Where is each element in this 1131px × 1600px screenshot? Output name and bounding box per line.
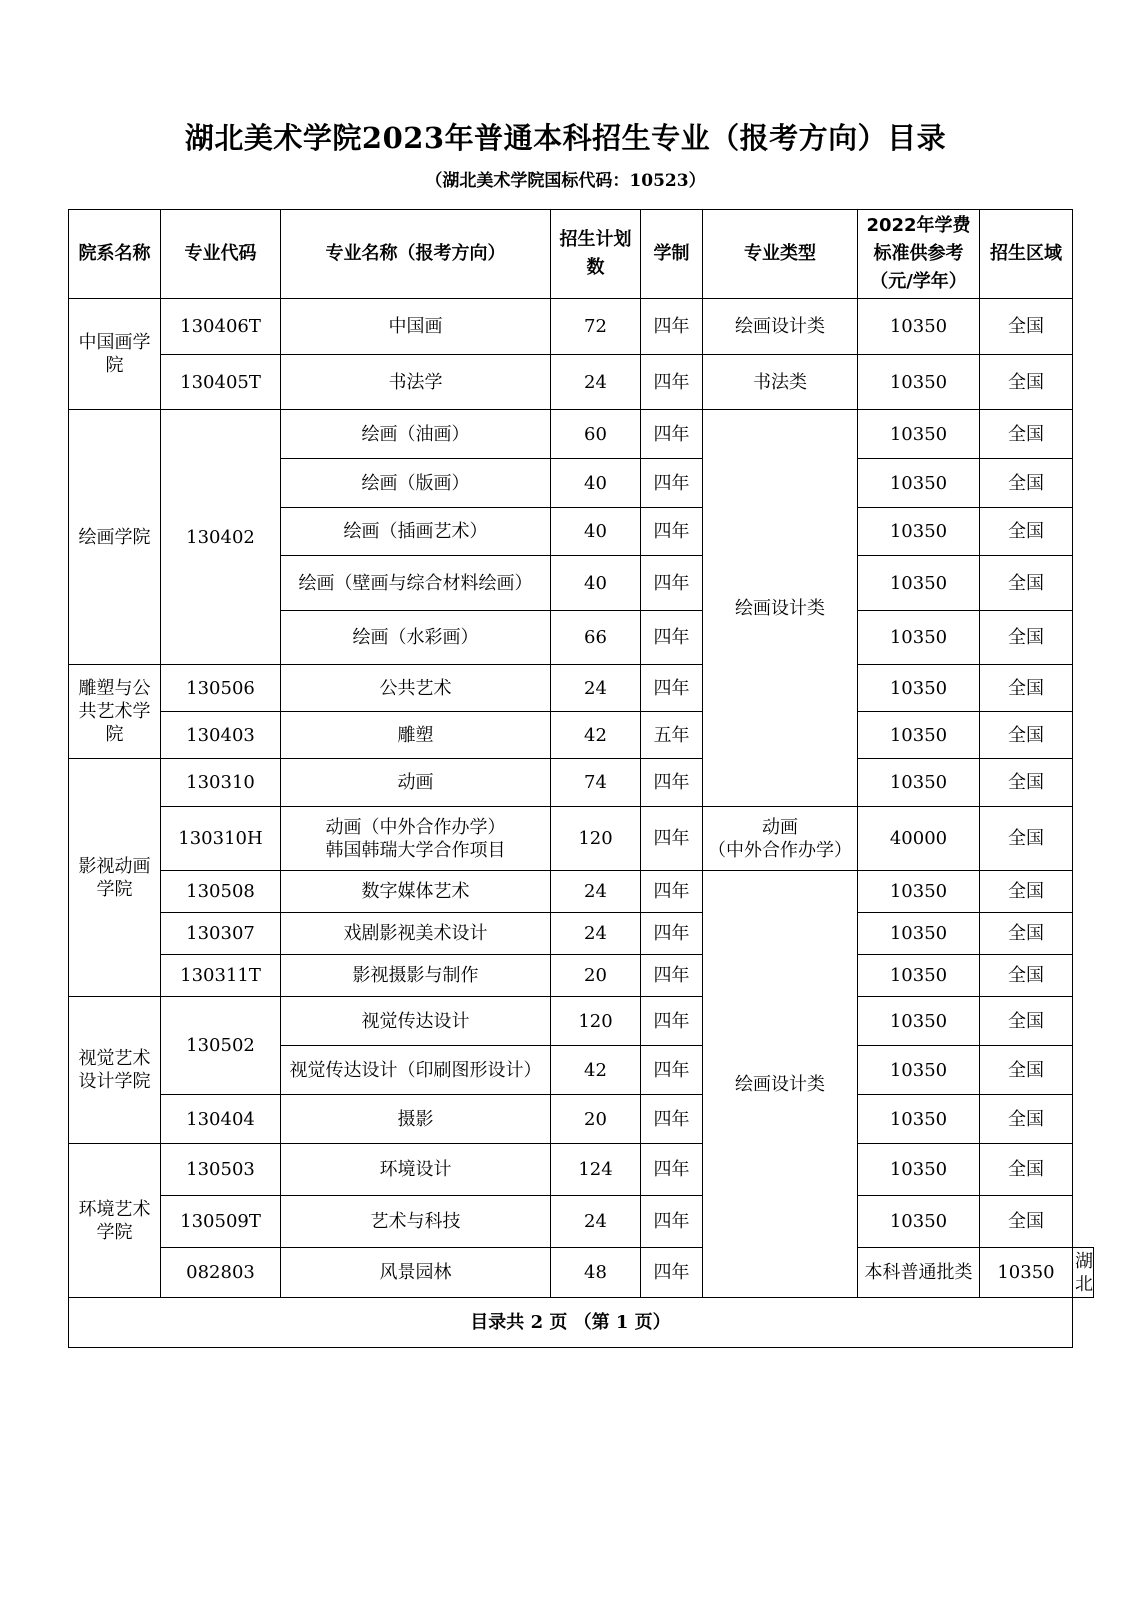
plan-cell: 48 [551,1248,641,1298]
major-name-cell: 绘画（插画艺术） [281,508,551,556]
fee-cell: 10350 [858,459,980,508]
table-row [69,913,1094,955]
header-dept: 院系名称 [69,210,161,299]
major-name-cell: 动画 [281,759,551,807]
type-line2: （中外合作办学） [708,839,852,861]
major-name-cell: 绘画（版画） [281,459,551,508]
code-cell: 130404 [161,1095,281,1144]
region-cell: 全国 [980,355,1073,410]
major-name-cell: 视觉传达设计（印刷图形设计） [281,1046,551,1095]
years-cell: 四年 [641,913,703,955]
major-name-cell: 视觉传达设计 [281,997,551,1046]
plan-cell: 24 [551,355,641,410]
years-cell: 四年 [641,997,703,1046]
years-cell: 四年 [641,871,703,913]
code-cell: 130406T [161,299,281,355]
fee-cell: 10350 [858,299,980,355]
code-cell: 082803 [161,1248,281,1298]
table-row [69,299,1094,355]
region-cell: 全国 [980,459,1073,508]
region-cell: 全国 [980,712,1073,759]
header-fee: 2022年学费标准供参考（元/学年） [858,210,980,299]
region-cell: 全国 [980,759,1073,807]
table-row [69,955,1094,997]
major-name-cell: 风景园林 [281,1248,551,1298]
years-cell: 四年 [641,759,703,807]
code-cell: 130307 [161,913,281,955]
table-row [69,665,1094,712]
plan-cell: 24 [551,913,641,955]
region-cell: 全国 [980,913,1073,955]
header-plan: 招生计划数 [551,210,641,299]
fee-cell: 10350 [858,611,980,665]
region-cell: 全国 [980,1144,1073,1196]
plan-cell: 24 [551,665,641,712]
years-cell: 四年 [641,508,703,556]
code-cell: 130405T [161,355,281,410]
plan-cell: 24 [551,1196,641,1248]
header-years: 学制 [641,210,703,299]
catalog-table [68,209,1094,1348]
table-row [69,712,1094,759]
region-cell: 湖北 [1073,1248,1094,1298]
region-cell: 全国 [980,508,1073,556]
years-cell: 四年 [641,299,703,355]
fee-cell: 40000 [858,807,980,871]
fee-cell: 10350 [858,997,980,1046]
years-cell: 四年 [641,665,703,712]
dept-cell: 影视动画学院 [69,759,161,997]
years-cell: 四年 [641,611,703,665]
fee-cell: 10350 [980,1248,1073,1298]
header-type: 专业类型 [703,210,858,299]
region-cell: 全国 [980,955,1073,997]
major-name-cell [281,807,551,871]
type-cell [703,807,858,871]
fee-cell: 10350 [858,355,980,410]
major-name-line2: 韩国韩瑞大学合作项目 [325,839,506,861]
code-cell: 130509T [161,1196,281,1248]
plan-cell: 74 [551,759,641,807]
major-name-cell: 数字媒体艺术 [281,871,551,913]
major-name-line1: 动画（中外合作办学） [325,816,506,838]
major-name-cell: 环境设计 [281,1144,551,1196]
header-region: 招生区域 [980,210,1073,299]
major-name-cell: 摄影 [281,1095,551,1144]
plan-cell: 20 [551,1095,641,1144]
years-cell: 四年 [641,355,703,410]
major-name-cell: 绘画（油画） [281,410,551,459]
major-name-cell: 绘画（水彩画） [281,611,551,665]
fee-cell: 10350 [858,1144,980,1196]
plan-cell: 124 [551,1144,641,1196]
code-cell: 130310H [161,807,281,871]
plan-cell: 72 [551,299,641,355]
type-line1: 动画 [762,816,798,838]
major-name-cell: 绘画（壁画与综合材料绘画） [281,556,551,611]
code-cell: 130403 [161,712,281,759]
table-row [69,759,1094,807]
years-cell: 四年 [641,955,703,997]
table-row [69,355,1094,410]
code-cell: 130311T [161,955,281,997]
fee-cell: 10350 [858,1095,980,1144]
table-row [69,871,1094,913]
region-cell: 全国 [980,871,1073,913]
table-row [69,997,1094,1046]
plan-cell: 40 [551,556,641,611]
dept-cell: 绘画学院 [69,410,161,665]
plan-cell: 120 [551,807,641,871]
plan-cell: 42 [551,712,641,759]
years-cell: 四年 [641,556,703,611]
table-row [69,1095,1094,1144]
code-cell: 130503 [161,1144,281,1196]
years-cell: 四年 [641,1046,703,1095]
table-row [69,1196,1094,1248]
dept-cell: 中国画学院 [69,299,161,410]
major-name-cell: 中国画 [281,299,551,355]
years-cell: 四年 [641,807,703,871]
fee-cell: 10350 [858,1196,980,1248]
fee-cell: 10350 [858,759,980,807]
major-name-cell: 书法学 [281,355,551,410]
type-cell: 本科普通批类 [858,1248,980,1298]
region-cell: 全国 [980,1095,1073,1144]
region-cell: 全国 [980,410,1073,459]
major-name-cell: 影视摄影与制作 [281,955,551,997]
header-name: 专业名称（报考方向） [281,210,551,299]
table-row [69,1144,1094,1196]
years-cell: 四年 [641,410,703,459]
fee-cell: 10350 [858,1046,980,1095]
page-subtitle: （湖北美术学院国标代码：10523） [425,171,706,191]
fee-cell: 10350 [858,665,980,712]
type-cell: 书法类 [703,355,858,410]
region-cell: 全国 [980,299,1073,355]
header-row [69,210,1094,299]
dept-cell: 雕塑与公共艺术学院 [69,665,161,759]
plan-cell: 24 [551,871,641,913]
fee-cell: 10350 [858,556,980,611]
table-row [69,1248,1094,1298]
region-cell: 全国 [980,665,1073,712]
major-name-cell: 雕塑 [281,712,551,759]
fee-cell: 10350 [858,712,980,759]
footer-row [69,1298,1094,1348]
region-cell: 全国 [980,807,1073,871]
years-cell: 四年 [641,1144,703,1196]
years-cell: 五年 [641,712,703,759]
plan-cell: 40 [551,459,641,508]
type-cell: 绘画设计类 [703,299,858,355]
table-row [69,807,1094,871]
major-name-cell: 公共艺术 [281,665,551,712]
fee-cell: 10350 [858,913,980,955]
code-cell: 130506 [161,665,281,712]
table-row [69,410,1094,459]
dept-cell: 视觉艺术设计学院 [69,997,161,1144]
fee-cell: 10350 [858,508,980,556]
fee-cell: 10350 [858,871,980,913]
type-cell: 绘画设计类 [703,871,858,1298]
plan-cell: 66 [551,611,641,665]
region-cell: 全国 [980,997,1073,1046]
years-cell: 四年 [641,1248,703,1298]
years-cell: 四年 [641,1095,703,1144]
code-cell: 130402 [161,410,281,665]
years-cell: 四年 [641,459,703,508]
fee-cell: 10350 [858,955,980,997]
fee-cell: 10350 [858,410,980,459]
header-code: 专业代码 [161,210,281,299]
type-cell: 绘画设计类 [703,410,858,807]
plan-cell: 60 [551,410,641,459]
region-cell: 全国 [980,611,1073,665]
region-cell: 全国 [980,1046,1073,1095]
plan-cell: 40 [551,508,641,556]
major-name-cell: 戏剧影视美术设计 [281,913,551,955]
code-cell: 130502 [161,997,281,1095]
code-cell: 130508 [161,871,281,913]
page-title: 湖北美术学院2023年普通本科招生专业（报考方向）目录 [184,121,947,155]
plan-cell: 20 [551,955,641,997]
region-cell: 全国 [980,1196,1073,1248]
major-name-cell: 艺术与科技 [281,1196,551,1248]
plan-cell: 120 [551,997,641,1046]
years-cell: 四年 [641,1196,703,1248]
code-cell: 130310 [161,759,281,807]
dept-cell: 环境艺术学院 [69,1144,161,1298]
region-cell: 全国 [980,556,1073,611]
plan-cell: 42 [551,1046,641,1095]
page-count-footer: 目录共 2 页 （第 1 页） [69,1298,1073,1348]
